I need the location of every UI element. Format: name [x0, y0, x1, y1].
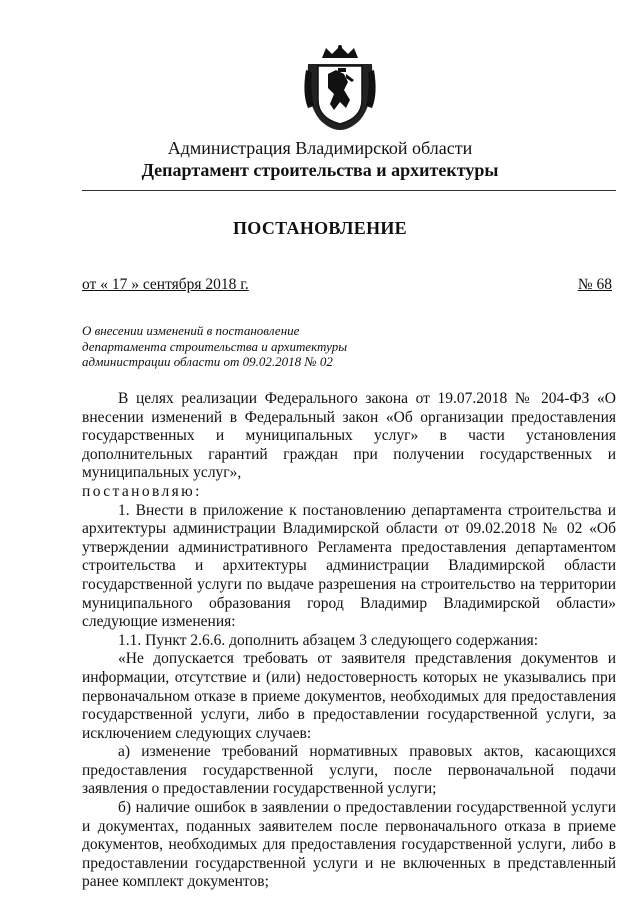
- document-subject: [82, 323, 347, 370]
- case-b-paragraph: б) наличие ошибок в заявлении о предоставлении государственной услуги и документах, поданных заявителем после первоначального отказа в приеме документов, необходимых для предоставления государственной услуги, либо в предоставлении государственной услуги и не включенных в представленный ранее комплект документов;: [82, 799, 616, 891]
- clause-1-1-paragraph: 1.1. Пункт 2.6.6. дополнить абзацем 3 следующего содержания:: [118, 631, 539, 649]
- preamble-text: В целях реализации Федерального закона от 19.07.2018 № 204-ФЗ «О внесении изменений в Федеральный закон «Об организации предоставления государственных и муниципальных услуг» в части установления дополнительных гарантий граждан при получении государственных и муниципальных услуг»,: [82, 390, 616, 482]
- subject-line: О внесении изменений в постановление: [82, 323, 300, 338]
- clause-1-paragraph: 1. Внести в приложение к постановлению департамента строительства и архитектуры администрации Владимирской области от 09.02.2018 № 02 «Об утверждении административного Регламента предоставления департаментом строительства и архитектуры администрации Владимирской области государственной услуги по выдаче разрешения на строительство на территории муниципального образования город Владимир Владимирской области» следующие изменения:: [82, 501, 616, 631]
- resolve-word: постановляю:: [82, 482, 202, 500]
- document-date: от « 17 » сентября 2018 г.: [82, 276, 249, 293]
- subject-line: администрации области от 09.02.2018 № 02: [82, 354, 333, 369]
- coat-of-arms-icon: [300, 44, 380, 132]
- organization-name: Администрация Владимирской области: [167, 138, 473, 158]
- document-number: № 68: [577, 276, 612, 293]
- case-a-paragraph: а) изменение требований нормативных правовых актов, касающихся предоставления государственной услуги, после первоначальной подачи заявления о предоставлении государственной услуги;: [82, 743, 616, 798]
- department-name: Департамент строительства и архитектуры: [141, 160, 499, 180]
- preamble-paragraph: [82, 390, 616, 502]
- header-divider: [82, 190, 616, 191]
- quoted-paragraph: «Не допускается требовать от заявителя представления документов и информации, отсутствие и (или) недостоверность которых не указывались при первоначальном отказе в приеме документов, необходимых для предоставления государственной услуги, либо в предоставлении государственной услуги, за исключением следующих случаев:: [82, 650, 616, 742]
- document-body: [82, 390, 616, 892]
- document-type-title: ПОСТАНОВЛЕНИЕ: [233, 218, 407, 238]
- subject-line: департамента строительства и архитектуры: [82, 338, 348, 354]
